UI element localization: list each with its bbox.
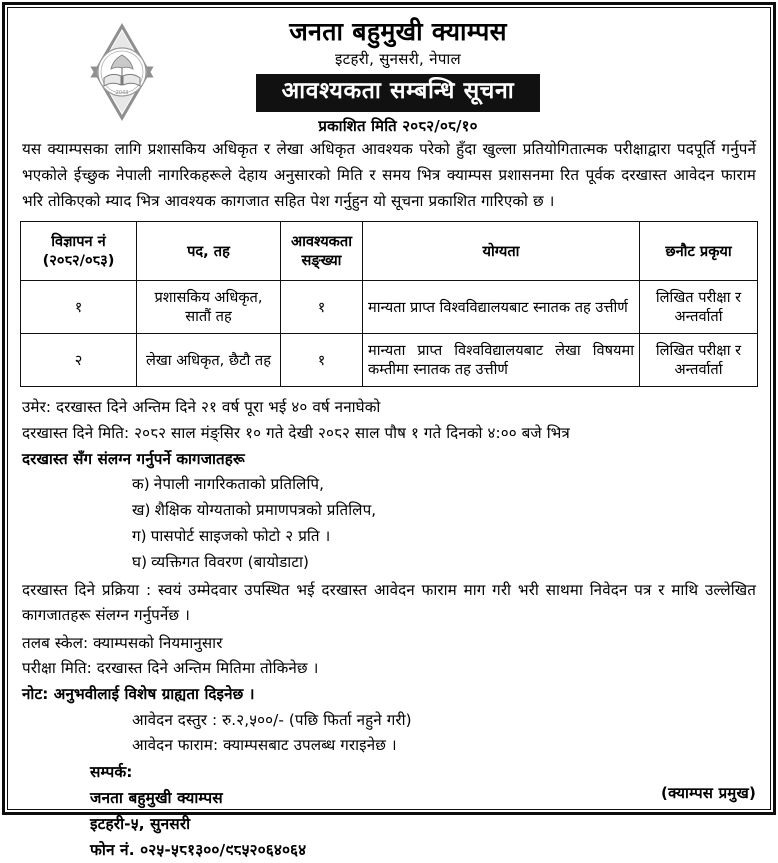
signature-authority: (क्याम्पस प्रमुख) — [661, 784, 756, 802]
list-item-label: नेपाली नागरिकताको प्रतिलिपि, — [153, 475, 325, 494]
notice-content — [10, 10, 768, 859]
column-header-selection: छनौट प्रकृया — [640, 222, 758, 281]
application-fee-line: आवेदन दस्तुर : रु.२,५००/- (पछि फिर्ता नहुने गरी) — [132, 710, 412, 729]
cell-post: लेखा अधिकृत, छैटौ तह — [137, 334, 281, 387]
cell-qualification: मान्यता प्राप्त विश्वविद्यालयबाट लेखा विषयमा कम्तीमा स्नातक तह उत्तीर्ण — [363, 334, 640, 387]
cell-post: प्रशासकिय अधिकृत, सातौं तह — [137, 281, 281, 334]
list-item-key: घ) — [132, 552, 148, 571]
table-row — [21, 281, 758, 334]
svg-text:2043: 2043 — [115, 90, 129, 96]
application-process-paragraph: दरखास्त दिने प्रक्रिया : स्वयं उम्मेदवार उपस्थित भई दरखास्त आवेदन फाराम माग गरी भरी साथमा निवेदन पत्र र माथि उल्लेखित कागजातहरू संलग्न गर्नुपर्नेछ । — [22, 580, 756, 625]
cell-count: १ — [281, 334, 363, 387]
cell-count: १ — [281, 281, 363, 334]
age-requirement-line: उमेर: दरखास्त दिने अन्तिम दिने २१ वर्ष पूरा भई ४० वर्ष ननाघेको — [22, 398, 381, 417]
list-item-label: पासपोर्ट साइजको फोटो २ प्रति । — [150, 526, 331, 545]
cell-ad-no: १ — [21, 281, 137, 334]
list-item — [132, 524, 758, 550]
list-item-key: क) — [132, 475, 150, 494]
list-item — [132, 550, 758, 576]
cell-ad-no: २ — [21, 334, 137, 387]
notice-title-banner: आवश्यकता सम्बन्धि सूचना — [256, 74, 541, 112]
contact-address: इटहरी-५, सुनसरी — [90, 814, 191, 833]
contact-label: सम्पर्क: — [90, 762, 133, 781]
application-form-line: आवेदन फाराम: क्याम्पसबाट उपलब्ध गराइनेछ । — [132, 736, 397, 755]
table-header-row — [21, 222, 758, 281]
published-date: प्रकाशित मिति २०८२/०८/१० — [318, 116, 478, 135]
exam-date-line: परीक्षा मिति: दरखास्त दिने अन्तिम मितिमा तोकिनेछ । — [22, 659, 319, 678]
column-header-qualification: योग्यता — [363, 222, 640, 281]
application-date-line: दरखास्त दिने मिति: २०८२ साल मंङ्सिर १० गते देखी २०८२ साल पौष १ गते दिनको ४:०० बजे भित्र — [22, 424, 570, 443]
column-header-count: आवश्यकता सङ्ख्या — [281, 222, 363, 281]
list-item-label: शैक्षिक योग्यताको प्रमाणपत्रको प्रतिलिप, — [154, 501, 377, 520]
campus-logo-icon — [72, 22, 172, 122]
documents-heading: दरखास्त सँग संलग्न गर्नुपर्ने कागजातहरू — [22, 449, 245, 468]
required-documents-list — [20, 472, 758, 575]
column-header-post: पद, तह — [137, 222, 281, 281]
list-item — [132, 498, 758, 524]
fee-and-form-block — [20, 708, 758, 758]
list-item-label: व्यक्तिगत विवरण (बायोडाटा) — [151, 552, 310, 571]
cell-selection: लिखित परीक्षा र अन्तर्वार्ता — [640, 334, 758, 387]
cell-selection: लिखित परीक्षा र अन्तर्वार्ता — [640, 281, 758, 334]
intro-paragraph: यस क्याम्पसका लागि प्रशासकिय अधिकृत र लेखा अधिकृत आवश्यक परेको हुँदा खुल्ला प्रतियोगितात्मक परीक्षाद्वारा पदपूर्ति गर्नुपर्ने भएकोले ईच्छुक नेपाली नागरिकहरूले देहाय अनुसारको मिति र समय भित्र क्याम्पस प्रशासनमा रित पूर्वक दरखास्त आवेदन फाराम भरि तोकिएको म्याद भित्र आवश्यक कागजात सहित पेश गर्नुहुन यो सूचना प्रकाशित गारिएको छ । — [22, 140, 756, 211]
notice-header — [20, 17, 758, 135]
cell-qualification: मान्यता प्राप्त विश्वविद्यालयबाट स्नातक तह उत्तीर्ण — [363, 281, 640, 334]
contact-phone: फोन नं. ०२५-५८१३००/९८५२०६४०६४ — [90, 840, 307, 859]
list-item — [132, 472, 758, 498]
list-item-key: ख) — [132, 501, 151, 520]
contact-campus-name: जनता बहुमुखी क्याम्पस — [90, 788, 223, 807]
note-line: नोट: अनुभवीलाई विशेष ग्राह्यता दिइनेछ । — [22, 684, 255, 703]
contact-block — [20, 760, 758, 863]
campus-address: इटहरी, सुनसरी, नेपाल — [334, 50, 461, 68]
column-header-ad-no: विज्ञापन नं (२०८२/०८३) — [21, 222, 137, 281]
salary-scale-line: तलब स्केल: क्याम्पसको नियमानुसार — [22, 633, 223, 652]
campus-name: जनता बहुमुखी क्याम्पस — [289, 17, 507, 46]
list-item-key: ग) — [132, 526, 147, 545]
table-row — [21, 334, 758, 387]
vacancy-table — [20, 221, 758, 387]
